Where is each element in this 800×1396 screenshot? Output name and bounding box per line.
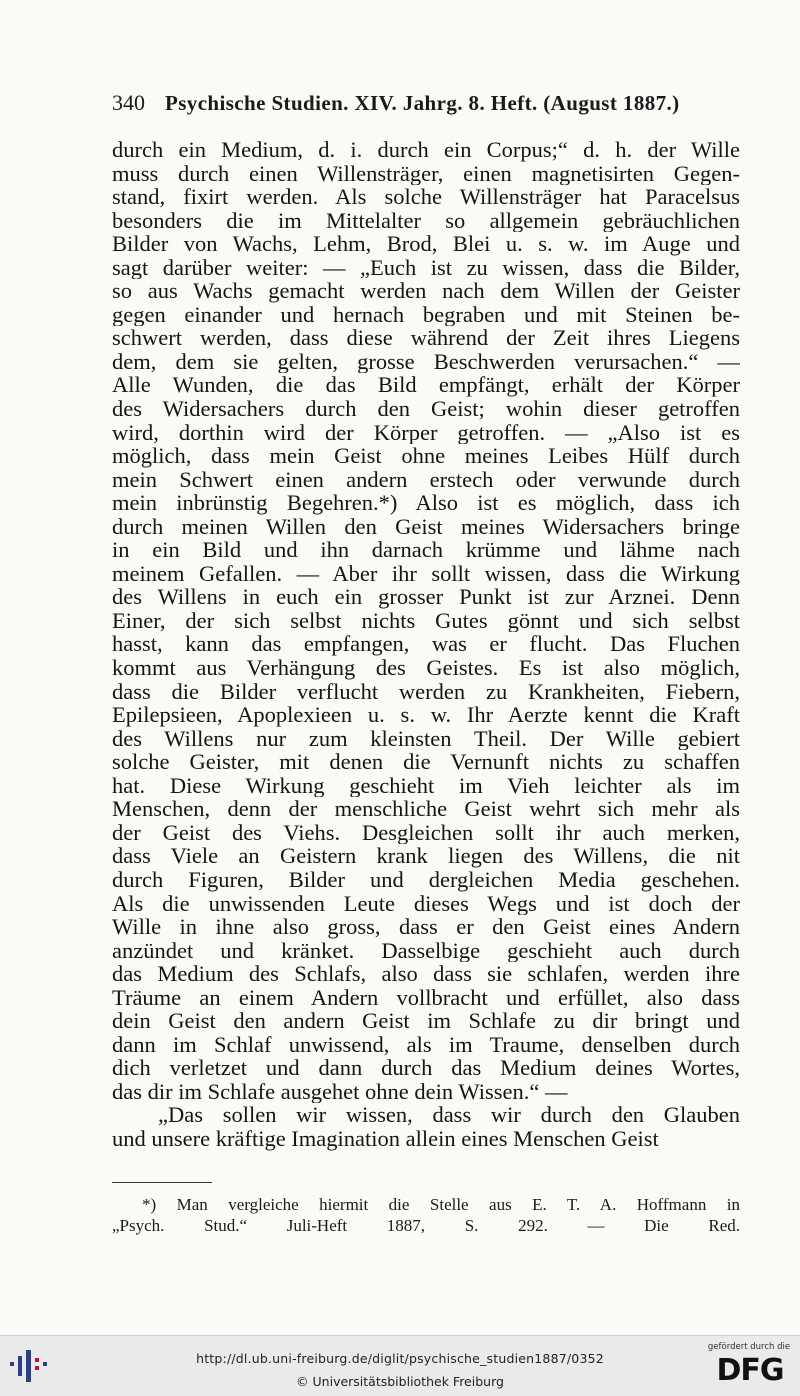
text-line: so aus Wachs gemacht werden nach dem Willen der Geister [112, 279, 740, 303]
copyright-notice: © Universitätsbibliothek Freiburg [296, 1374, 504, 1389]
footnote-line: *) Man vergleiche hiermit die Stelle aus E. T. A. Hoffmann in [142, 1195, 740, 1214]
text-line: Alle Wunden, die das Bild empfängt, erhält der Körper [112, 373, 740, 398]
text-line: dich verletzet und dann durch das Medium deines Wortes, [112, 1056, 740, 1080]
text-line: hasst, kann das empfangen, was er flucht. Das Fluchen [112, 632, 740, 657]
text-line: besonders die im Mittelalter so allgemein gebräuchlichen [112, 208, 740, 233]
text-line: des Willens nur zum kleinsten Theil. Der Wille gebiert [112, 726, 740, 751]
viewer-footer [0, 1335, 800, 1396]
text-line: kommt aus Verhängung des Geistes. Es ist also möglich, [112, 656, 740, 680]
dfg-caption: gefördert durch die [707, 1342, 791, 1352]
text-line: durch ein Medium, d. i. durch ein Corpus;“ d. h. der Wille [112, 138, 740, 162]
text-line: mein Schwert einen andern erstech oder verwunde durch [112, 467, 740, 492]
text-line: anzündet und kränket. Dasselbige geschieht auch durch [112, 938, 740, 963]
text-line: Einer, der sich selbst nichts Gutes gönnt und sich selbst [112, 608, 740, 633]
running-header [112, 90, 740, 120]
text-line: dass die Bilder verflucht werden zu Krankheiten, Fiebern, [112, 679, 740, 704]
text-line: des Willens in euch ein grosser Punkt ist zur Arznei. Denn [112, 585, 740, 609]
text-line: meinem Gefallen. — Aber ihr sollt wissen, dass die Wirkung [112, 561, 740, 586]
text-line: in ein Bild und ihn darnach krümme und lähme nach [112, 538, 740, 562]
body-text [112, 138, 740, 1151]
text-line: des Widersachers durch den Geist; wohin dieser getroffen [112, 397, 740, 421]
text-line: durch meinen Willen den Geist meines Widersachers bringe [112, 514, 740, 539]
text-line: hat. Diese Wirkung geschieht im Vieh leichter als im [112, 773, 740, 798]
text-line: durch Figuren, Bilder und dergleichen Media geschehen. [112, 867, 740, 892]
text-line: sagt darüber weiter: — „Euch ist zu wissen, dass die Bilder, [112, 255, 740, 280]
text-line: Bilder von Wachs, Lehm, Brod, Blei u. s. w. im Auge und [112, 232, 740, 256]
footnote [112, 1194, 740, 1236]
text-line: dann im Schlaf unwissend, als im Traume, denselben durch [112, 1032, 740, 1057]
text-line: Wille in ihne also gross, dass er den Geist eines Andern [112, 915, 740, 939]
text-line: muss durch einen Willensträger, einen magnetisirten Gegen- [112, 161, 740, 186]
text-line: Als die unwissenden Leute dieses Wegs und ist doch der [112, 891, 740, 916]
text-line: möglich, dass mein Geist ohne meines Leibes Hülf durch [112, 444, 740, 468]
text-line: „Das sollen wir wissen, dass wir durch den Glauben [158, 1103, 740, 1127]
text-line: stand, fixirt werden. Als solche Willensträger hat Paracelsus [112, 185, 740, 209]
running-title: Psychische Studien. XIV. Jahrg. 8. Heft. (August 1887.) [165, 91, 680, 115]
text-line: und unsere kräftige Imagination allein eines Menschen Geist [112, 1126, 659, 1151]
footnote-line: „Psych. Stud.“ Juli-Heft 1887, S. 292. — Die Red. [112, 1216, 740, 1235]
text-line: mein inbrünstig Begehren.*) Also ist es möglich, dass ich [112, 491, 740, 515]
text-line: gegen einander und hernach begraben und mit Steinen be- [112, 302, 740, 327]
page-number: 340 [112, 90, 145, 115]
text-line: dass Viele an Geistern krank liegen des Willens, die nit [112, 844, 740, 868]
text-line: wird, dorthin wird der Körper getroffen. — „Also ist es [112, 420, 740, 445]
dfg-logo: DFG [716, 1353, 784, 1388]
text-line: Menschen, denn der menschliche Geist wehrt sich mehr als [112, 797, 740, 821]
text-line: dein Geist den andern Geist im Schlafe zu dir bringt und [112, 1009, 740, 1033]
text-line: das dir im Schlafe ausgehet ohne dein Wissen.“ — [112, 1079, 568, 1104]
text-line: schwert werden, dass diese während der Zeit ihres Liegens [112, 326, 740, 350]
text-line: Träume an einem Andern vollbracht und erfüllet, also dass [112, 985, 740, 1010]
text-line: der Geist des Viehs. Desgleichen sollt ihr auch merken, [112, 820, 740, 845]
permalink-link[interactable]: http://dl.ub.uni-freiburg.de/diglit/psychische_studien1887/0352 [196, 1351, 604, 1366]
footnote-rule [112, 1182, 212, 1183]
text-line: solche Geister, mit denen die Vernunft nichts zu schaffen [112, 750, 740, 774]
text-line: Epilepsieen, Apoplexieen u. s. w. Ihr Aerzte kennt die Kraft [112, 703, 740, 727]
text-line: dem, dem sie gelten, grosse Beschwerden verursachen.“ — [112, 349, 740, 374]
text-line: das Medium des Schlafs, also dass sie schlafen, werden ihre [112, 962, 740, 986]
